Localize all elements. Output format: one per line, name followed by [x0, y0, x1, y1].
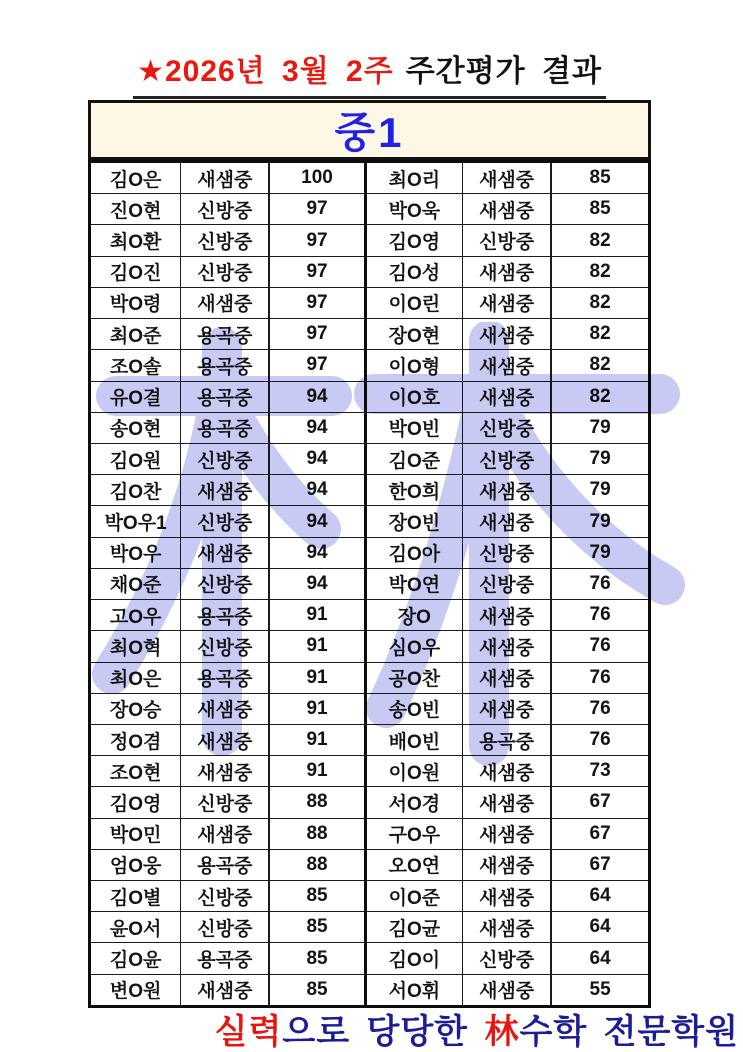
score-table — [88, 160, 651, 1008]
student-name-cell: 송O현 — [91, 413, 181, 443]
student-name-cell: 이O린 — [367, 288, 463, 318]
score-cell: 91 — [270, 631, 366, 661]
student-name-cell: 김O진 — [91, 257, 181, 287]
score-cell: 97 — [270, 257, 366, 287]
student-name-cell: 진O현 — [91, 194, 181, 224]
score-cell: 82 — [589, 354, 611, 376]
score-cell: 88 — [270, 850, 366, 880]
school-cell: 용곡중 — [181, 382, 270, 412]
school-cell: 새샘중 — [463, 163, 552, 193]
school-cell: 신방중 — [181, 787, 270, 817]
score-cell: 64 — [589, 947, 611, 969]
school-cell: 새샘중 — [181, 163, 270, 193]
school-cell: 신방중 — [463, 538, 552, 568]
score-cell: 55 — [589, 978, 611, 1000]
score-cell: 88 — [270, 819, 366, 849]
score-cell: 91 — [270, 694, 366, 724]
student-name-cell: 이O준 — [367, 881, 463, 911]
student-name-cell: 김O성 — [367, 257, 463, 287]
score-cell: 64 — [589, 916, 611, 938]
school-cell: 새샘중 — [463, 288, 552, 318]
student-name-cell: 한O희 — [367, 475, 463, 505]
student-name-cell: 김O균 — [367, 912, 463, 942]
student-name-cell: 배O빈 — [367, 725, 463, 755]
table-row — [91, 756, 648, 787]
student-name-cell: 구O우 — [367, 819, 463, 849]
school-cell: 새샘중 — [463, 319, 552, 349]
school-cell: 신방중 — [181, 631, 270, 661]
score-cell: 64 — [589, 885, 611, 907]
school-cell: 새샘중 — [463, 787, 552, 817]
school-cell: 새샘중 — [463, 506, 552, 536]
student-name-cell: 최O리 — [367, 163, 463, 193]
school-cell: 용곡중 — [181, 600, 270, 630]
school-cell: 용곡중 — [181, 319, 270, 349]
score-cell: 97 — [270, 350, 366, 380]
footer-segment: 으로 — [282, 1013, 367, 1051]
table-row — [91, 663, 648, 694]
student-name-cell: 송O빈 — [367, 694, 463, 724]
school-cell: 신방중 — [181, 569, 270, 599]
school-cell: 새샘중 — [463, 912, 552, 942]
score-cell: 94 — [270, 475, 366, 505]
score-cell: 67 — [589, 853, 611, 875]
title-text: 주간평가 결과 — [405, 55, 602, 88]
school-cell: 새샘중 — [463, 819, 552, 849]
student-name-cell: 김O찬 — [91, 475, 181, 505]
score-cell: 79 — [589, 510, 611, 532]
table-row — [91, 444, 648, 475]
footer-segment: 당당한 — [366, 1013, 485, 1051]
school-cell: 신방중 — [181, 194, 270, 224]
student-name-cell: 김O별 — [91, 881, 181, 911]
student-name-cell: 김O은 — [91, 163, 181, 193]
student-name-cell: 김O영 — [367, 225, 463, 255]
table-row — [91, 975, 648, 1005]
score-cell: 91 — [270, 725, 366, 755]
student-name-cell: 장O승 — [91, 694, 181, 724]
school-cell: 신방중 — [463, 413, 552, 443]
school-cell: 신방중 — [181, 912, 270, 942]
student-name-cell: 최O혁 — [91, 631, 181, 661]
school-cell: 새샘중 — [181, 475, 270, 505]
student-name-cell: 공O찬 — [367, 663, 463, 693]
score-cell: 67 — [589, 822, 611, 844]
table-row — [91, 912, 648, 943]
student-name-cell: 최O준 — [91, 319, 181, 349]
school-cell: 신방중 — [463, 943, 552, 973]
student-name-cell: 윤O서 — [91, 912, 181, 942]
table-row — [91, 631, 648, 662]
page-title — [88, 46, 651, 99]
student-name-cell: 고O우 — [91, 600, 181, 630]
school-cell: 새샘중 — [463, 350, 552, 380]
score-cell: 76 — [589, 697, 611, 719]
table-row — [91, 725, 648, 756]
score-cell: 76 — [589, 604, 611, 626]
school-cell: 신방중 — [463, 569, 552, 599]
table-row — [91, 506, 648, 537]
grade-header-box — [88, 100, 651, 160]
school-cell: 용곡중 — [181, 850, 270, 880]
score-cell: 73 — [589, 760, 611, 782]
footer-slogan — [0, 1004, 739, 1052]
score-cell: 76 — [589, 635, 611, 657]
score-cell: 94 — [270, 506, 366, 536]
score-cell: 85 — [270, 943, 366, 973]
student-name-cell: 김O원 — [91, 444, 181, 474]
table-row — [91, 413, 648, 444]
student-name-cell: 장O빈 — [367, 506, 463, 536]
school-cell: 신방중 — [181, 257, 270, 287]
school-cell: 용곡중 — [181, 943, 270, 973]
score-cell: 85 — [270, 881, 366, 911]
score-cell: 76 — [589, 572, 611, 594]
school-cell: 새샘중 — [463, 881, 552, 911]
school-cell: 용곡중 — [463, 725, 552, 755]
table-row — [91, 569, 648, 600]
school-cell: 새샘중 — [181, 975, 270, 1005]
student-name-cell: 박O우 — [91, 538, 181, 568]
student-name-cell: 박O우1 — [91, 506, 181, 536]
score-cell: 67 — [589, 791, 611, 813]
score-cell: 91 — [270, 756, 366, 786]
table-row — [91, 787, 648, 818]
student-name-cell: 최O환 — [91, 225, 181, 255]
student-name-cell: 박O령 — [91, 288, 181, 318]
table-row — [91, 350, 648, 381]
student-name-cell: 유O결 — [91, 382, 181, 412]
school-cell: 신방중 — [181, 225, 270, 255]
table-row — [91, 163, 648, 194]
student-name-cell: 오O연 — [367, 850, 463, 880]
school-cell: 새샘중 — [463, 600, 552, 630]
school-cell: 신방중 — [463, 444, 552, 474]
student-name-cell: 김O윤 — [91, 943, 181, 973]
student-name-cell: 김O영 — [91, 787, 181, 817]
student-name-cell: 서O휘 — [367, 975, 463, 1005]
student-name-cell: 심O우 — [367, 631, 463, 661]
student-name-cell: 채O준 — [91, 569, 181, 599]
school-cell: 새샘중 — [463, 475, 552, 505]
table-row — [91, 881, 648, 912]
school-cell: 새샘중 — [463, 756, 552, 786]
school-cell: 새샘중 — [181, 725, 270, 755]
score-cell: 97 — [270, 288, 366, 318]
footer-segment: 수학 — [519, 1013, 604, 1051]
school-cell: 새샘중 — [181, 694, 270, 724]
student-name-cell: 조O현 — [91, 756, 181, 786]
school-cell: 신방중 — [181, 506, 270, 536]
student-name-cell: 최O은 — [91, 663, 181, 693]
footer-segment: 전문학원 — [603, 1013, 739, 1051]
score-cell: 82 — [589, 260, 611, 282]
score-cell: 97 — [270, 225, 366, 255]
footer-segment: 실력 — [214, 1013, 283, 1051]
student-name-cell: 이O호 — [367, 382, 463, 412]
score-cell: 100 — [270, 163, 366, 193]
student-name-cell: 조O솔 — [91, 350, 181, 380]
table-row — [91, 257, 648, 288]
school-cell: 새샘중 — [463, 850, 552, 880]
score-cell: 79 — [589, 479, 611, 501]
score-cell: 82 — [589, 291, 611, 313]
score-cell: 82 — [589, 323, 611, 345]
table-row — [91, 694, 648, 725]
school-cell: 새샘중 — [181, 538, 270, 568]
table-row — [91, 288, 648, 319]
score-cell: 85 — [589, 167, 611, 189]
score-cell: 94 — [270, 538, 366, 568]
table-row — [91, 538, 648, 569]
star-icon: ★ — [137, 55, 165, 88]
title-date: 2026년 3월 2주 — [164, 55, 394, 88]
score-cell: 94 — [270, 413, 366, 443]
score-cell: 91 — [270, 600, 366, 630]
school-cell: 신방중 — [181, 444, 270, 474]
table-row — [91, 943, 648, 974]
school-cell: 새샘중 — [463, 694, 552, 724]
student-name-cell: 서O경 — [367, 787, 463, 817]
score-cell: 76 — [589, 666, 611, 688]
school-cell: 새샘중 — [463, 663, 552, 693]
title-underline — [133, 46, 606, 99]
table-row — [91, 319, 648, 350]
score-cell: 94 — [270, 444, 366, 474]
score-cell: 85 — [270, 975, 366, 1005]
school-cell: 용곡중 — [181, 663, 270, 693]
score-cell: 79 — [589, 541, 611, 563]
score-cell: 85 — [589, 198, 611, 220]
school-cell: 용곡중 — [181, 350, 270, 380]
school-cell: 용곡중 — [181, 413, 270, 443]
table-row — [91, 850, 648, 881]
school-cell: 새샘중 — [463, 382, 552, 412]
student-name-cell: 이O원 — [367, 756, 463, 786]
student-name-cell: 장O현 — [367, 319, 463, 349]
student-name-cell: 김O아 — [367, 538, 463, 568]
score-cell: 76 — [589, 729, 611, 751]
table-row — [91, 600, 648, 631]
score-cell: 94 — [270, 382, 366, 412]
score-cell: 94 — [270, 569, 366, 599]
school-cell: 새샘중 — [463, 257, 552, 287]
school-cell: 새샘중 — [181, 756, 270, 786]
student-name-cell: 장O — [367, 600, 463, 630]
score-cell: 82 — [589, 229, 611, 251]
score-cell: 79 — [589, 448, 611, 470]
score-cell: 82 — [589, 385, 611, 407]
school-cell: 신방중 — [181, 881, 270, 911]
student-name-cell: 이O형 — [367, 350, 463, 380]
student-name-cell: 김O이 — [367, 943, 463, 973]
table-row — [91, 225, 648, 256]
school-cell: 새샘중 — [463, 194, 552, 224]
grade-label: 중1 — [334, 109, 405, 156]
student-name-cell: 정O겸 — [91, 725, 181, 755]
student-name-cell: 박O욱 — [367, 194, 463, 224]
table-row — [91, 194, 648, 225]
table-row — [91, 819, 648, 850]
student-name-cell: 엄O웅 — [91, 850, 181, 880]
student-name-cell: 박O빈 — [367, 413, 463, 443]
school-cell: 새샘중 — [463, 631, 552, 661]
footer-segment: 林 — [484, 1013, 520, 1051]
student-name-cell: 김O준 — [367, 444, 463, 474]
student-name-cell: 변O원 — [91, 975, 181, 1005]
score-cell: 97 — [270, 319, 366, 349]
score-cell: 91 — [270, 663, 366, 693]
score-cell: 79 — [589, 416, 611, 438]
score-cell: 85 — [270, 912, 366, 942]
school-cell: 새샘중 — [181, 819, 270, 849]
score-cell: 88 — [270, 787, 366, 817]
school-cell: 신방중 — [463, 225, 552, 255]
score-cell: 97 — [270, 194, 366, 224]
school-cell: 새샘중 — [463, 975, 552, 1005]
table-row — [91, 382, 648, 413]
student-name-cell: 박O민 — [91, 819, 181, 849]
school-cell: 새샘중 — [181, 288, 270, 318]
table-row — [91, 475, 648, 506]
student-name-cell: 박O연 — [367, 569, 463, 599]
